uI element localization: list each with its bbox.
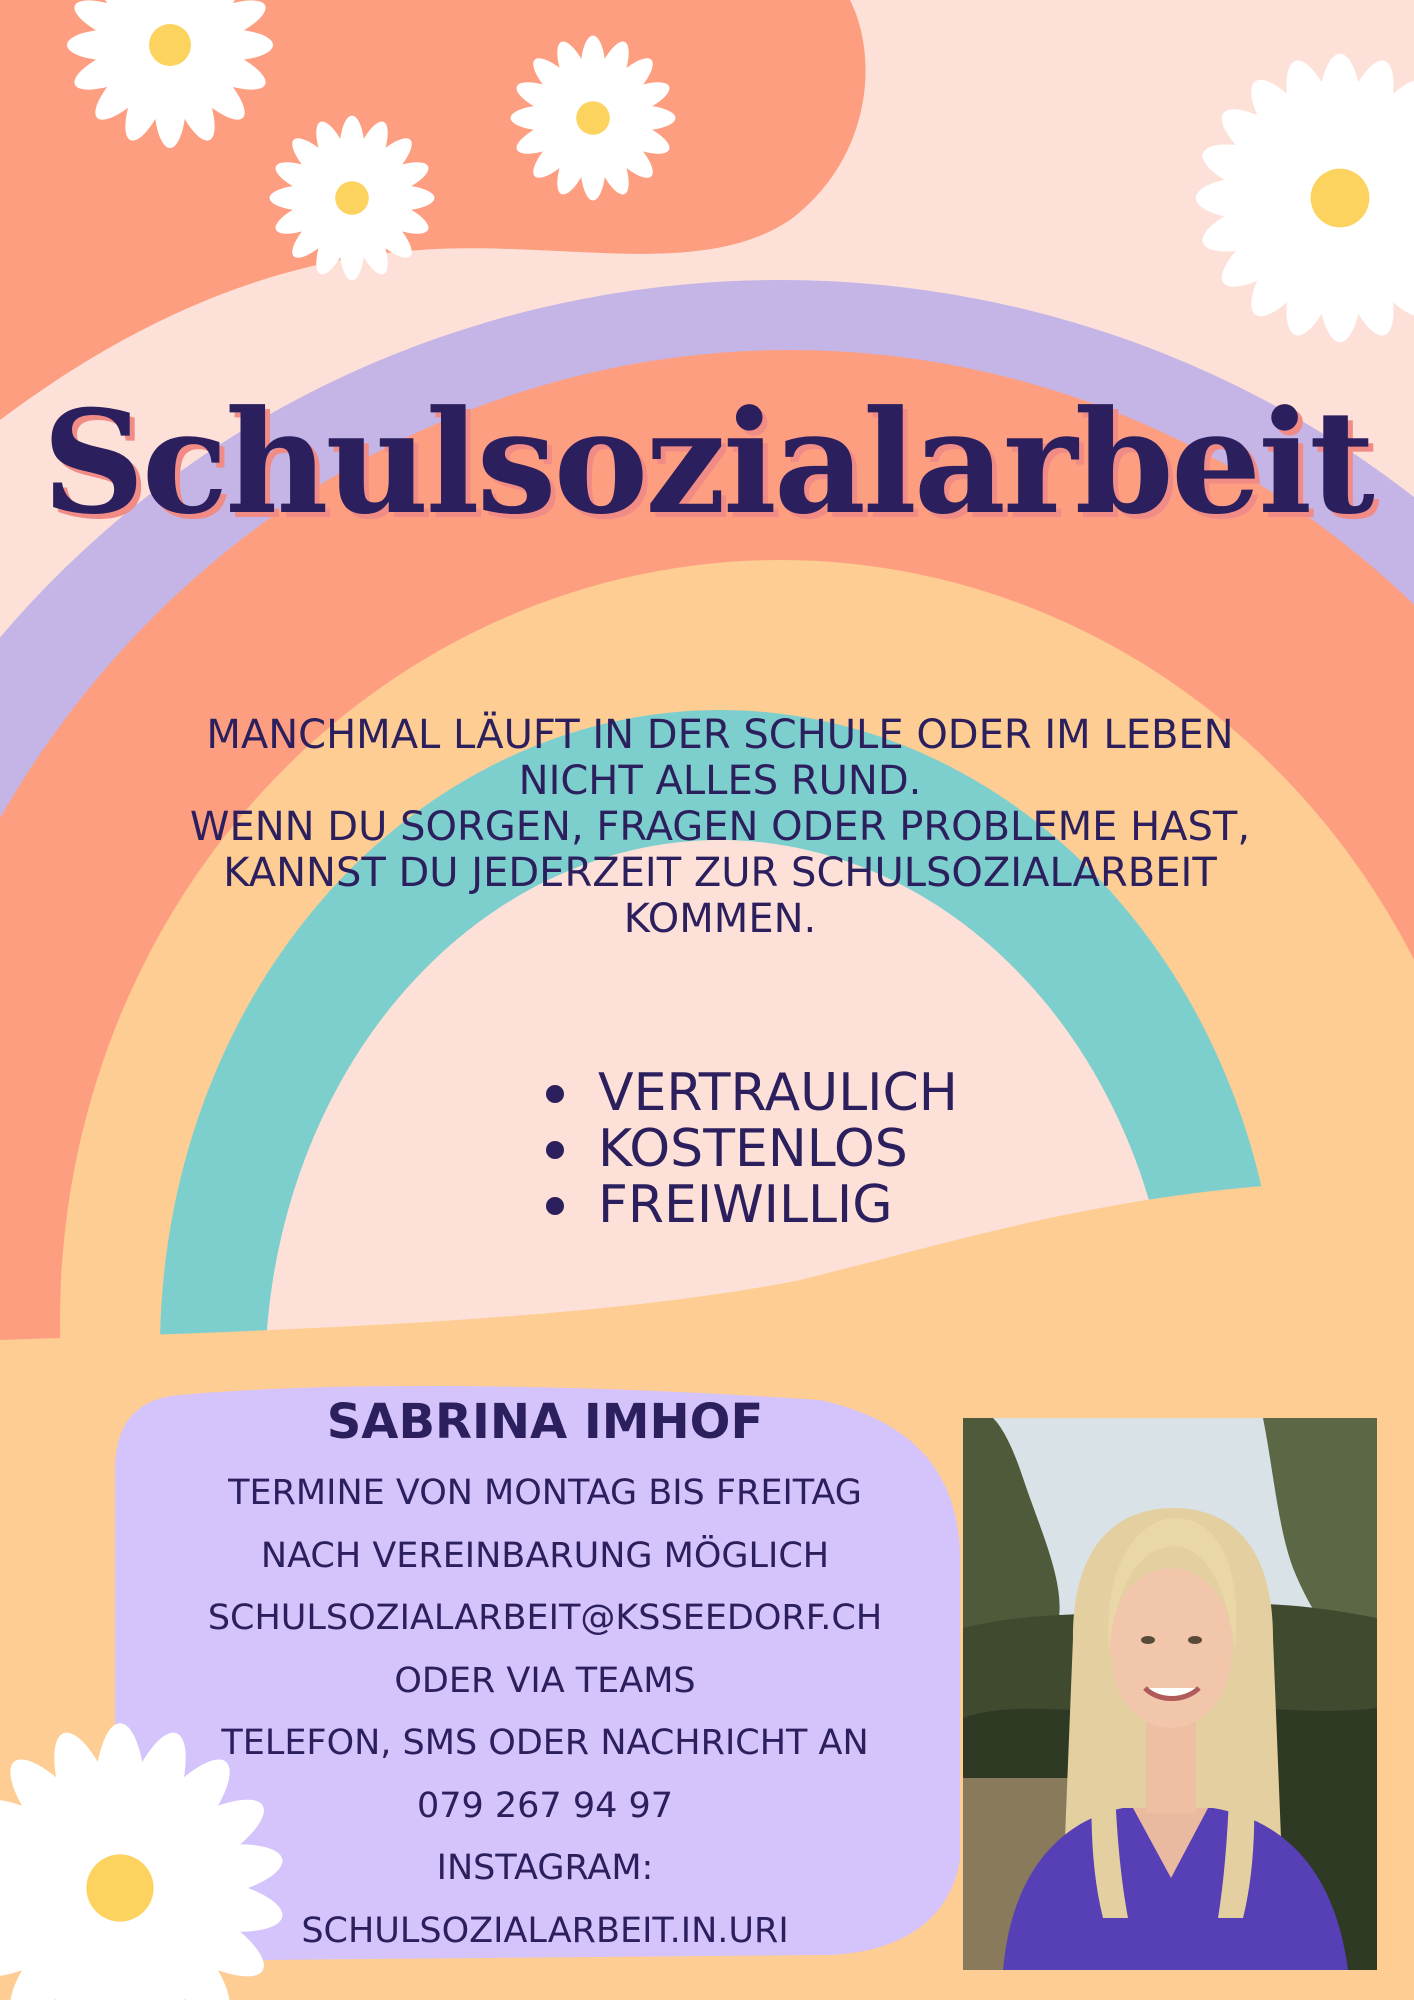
contact-email: SCHULSOZIALARBEIT@KSSEEDORF.CH xyxy=(207,1598,883,1638)
daisy-flower-icon xyxy=(511,36,676,201)
contact-card xyxy=(150,1388,940,1962)
feature-label: KOSTENLOS xyxy=(598,1119,908,1179)
contact-hours: TERMINE VON MONTAG BIS FREITAG xyxy=(228,1473,862,1513)
portrait-photo xyxy=(963,1418,1377,1970)
daisy-flower-icon xyxy=(270,116,435,281)
intro-line: WENN DU SORGEN, FRAGEN ODER PROBLEME HAST, xyxy=(189,804,1251,850)
contact-instagram-handle: SCHULSOZIALARBEIT.IN.URI xyxy=(301,1910,789,1951)
bullet-dot-icon xyxy=(546,1085,564,1103)
bullet-dot-icon xyxy=(546,1141,564,1159)
contact-name: SABRINA IMHOF xyxy=(326,1394,764,1450)
contact-instagram-label: INSTAGRAM: xyxy=(436,1848,654,1888)
feature-item xyxy=(540,1121,958,1177)
feature-label: VERTRAULICH xyxy=(598,1063,958,1123)
intro-text xyxy=(150,712,1290,942)
feature-item xyxy=(540,1177,958,1233)
feature-item xyxy=(540,1065,958,1121)
contact-appointment-note: NACH VEREINBARUNG MÖGLICH xyxy=(260,1535,830,1576)
feature-list xyxy=(540,1065,958,1233)
page-title: Schulsozialarbeit xyxy=(42,380,1372,546)
daisy-flower-icon xyxy=(1196,54,1414,342)
bullet-dot-icon xyxy=(546,1197,564,1215)
intro-line: KANNST DU JEDERZEIT ZUR SCHULSOZIALARBEIT xyxy=(223,850,1217,896)
feature-label: FREIWILLIG xyxy=(598,1175,893,1235)
intro-line: KOMMEN. xyxy=(623,896,817,942)
contact-phone-number: 079 267 94 97 xyxy=(416,1785,674,1826)
intro-line: NICHT ALLES RUND. xyxy=(518,758,922,804)
contact-teams: ODER VIA TEAMS xyxy=(394,1660,696,1701)
intro-line: MANCHMAL LÄUFT IN DER SCHULE ODER IM LEBEN xyxy=(206,712,1234,758)
contact-phone-label: TELEFON, SMS ODER NACHRICHT AN xyxy=(221,1723,869,1763)
